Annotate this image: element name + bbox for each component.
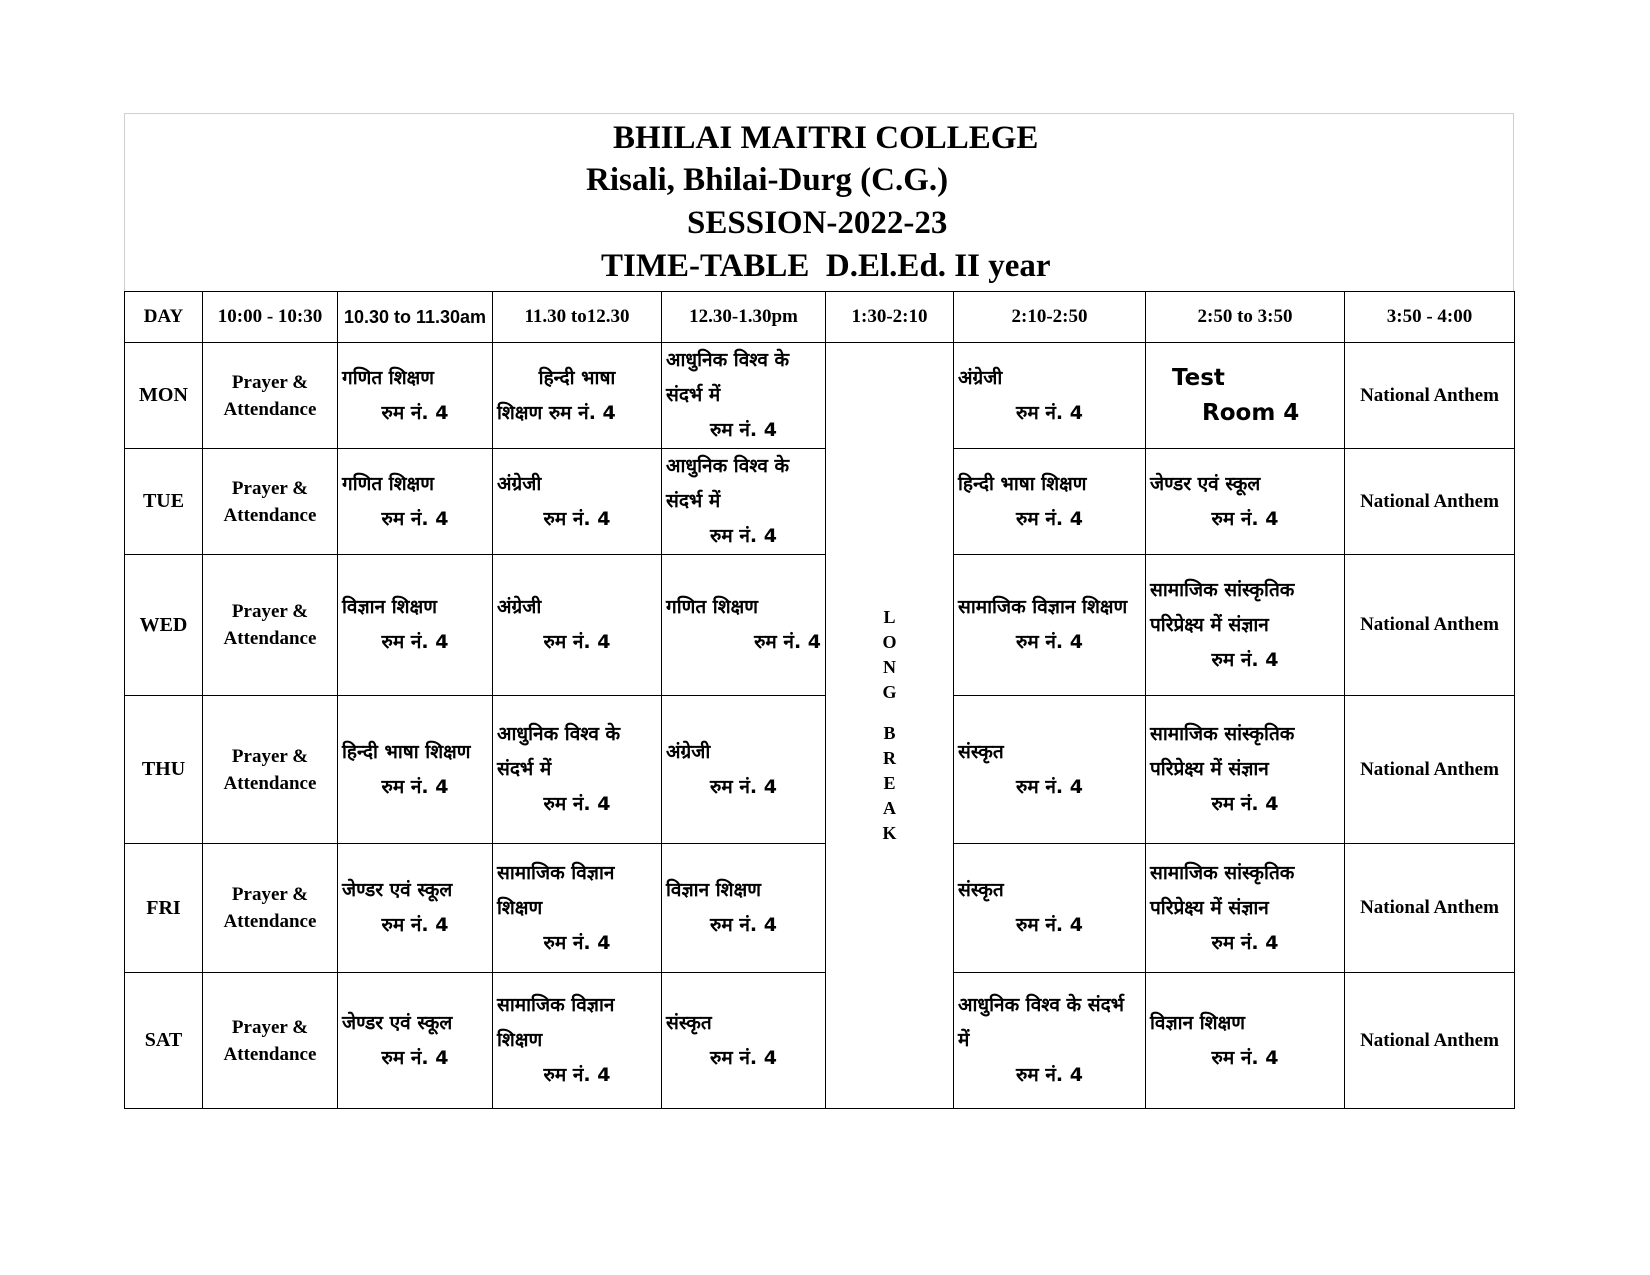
class-cell <box>954 696 1146 844</box>
prayer-cell <box>203 449 338 555</box>
table-row <box>125 343 1515 449</box>
subject-label: संस्कृत <box>958 879 1004 901</box>
col-header-slot-3: 11.30 to12.30 <box>493 292 662 343</box>
college-address: Risali, Bhilai-Durg (C.G.) <box>586 162 949 198</box>
prayer-cell <box>203 844 338 973</box>
class-cell <box>1146 449 1345 555</box>
room-label: रुम नं. 4 <box>1016 1064 1083 1086</box>
room-label: रुम नं. 4 <box>710 419 777 441</box>
class-cell <box>662 844 826 973</box>
subject-label: अंग्रेजी <box>958 366 1003 389</box>
class-cell <box>338 343 493 449</box>
attendance-label: Attendance <box>223 628 317 649</box>
class-cell <box>338 844 493 973</box>
room-label: रुम नं. 4 <box>543 1064 611 1086</box>
timetable-sheet <box>124 113 1514 1109</box>
room-label: रुम नं. 4 <box>1211 507 1279 530</box>
room-label: रुम नं. 4 <box>543 931 611 954</box>
room-label: रुम नं. 4 <box>1211 793 1279 815</box>
timetable-grid <box>124 291 1515 1109</box>
long-break-letter: N <box>883 657 896 677</box>
attendance-label: Attendance <box>223 504 317 526</box>
col-header-slot-8: 3:50 - 4:00 <box>1345 292 1515 343</box>
subject-label: हिन्दी भाषा शिक्षण <box>342 740 471 763</box>
room-label: रुम नं. 4 <box>710 525 777 547</box>
class-cell <box>493 844 662 973</box>
subject-label: संस्कृत <box>666 1011 712 1034</box>
class-cell <box>1146 696 1345 844</box>
room-label: रुम नं. 4 <box>1016 507 1083 530</box>
subject-label: आधुनिक विश्व के संदर्भ में <box>497 723 621 780</box>
prayer-label: Prayer & <box>231 601 309 622</box>
subject-label: हिन्दी भाषा <box>538 366 616 389</box>
class-cell <box>493 973 662 1109</box>
class-cell <box>338 555 493 696</box>
subject-label: हिन्दी भाषा शिक्षण <box>958 472 1087 495</box>
room-label: रुम नं. 4 <box>710 914 777 936</box>
room-label: रुम नं. 4 <box>381 401 449 424</box>
long-break-letter: A <box>883 798 896 818</box>
subject-label: अंग्रेजी <box>666 740 711 763</box>
class-cell <box>662 449 826 555</box>
subject-label: सामाजिक विज्ञान शिक्षण <box>497 861 615 919</box>
subject-label: सामाजिक विज्ञान शिक्षण <box>497 994 615 1051</box>
anthem-cell: National Anthem <box>1345 844 1515 973</box>
day-label: FRI <box>125 844 203 973</box>
room-label: रुम नं. 4 <box>381 1046 449 1069</box>
class-cell <box>493 449 662 555</box>
room-label: रुम नं. 4 <box>1016 631 1083 653</box>
subject-label: विज्ञान शिक्षण <box>666 879 761 901</box>
attendance-label: Attendance <box>223 772 317 794</box>
class-cell <box>954 844 1146 973</box>
col-header-slot-5: 1:30-2:10 <box>826 292 954 343</box>
class-cell <box>493 555 662 696</box>
col-header-slot-6: 2:10-2:50 <box>954 292 1146 343</box>
room-label: शिक्षण रुम नं. 4 <box>497 401 616 424</box>
prayer-cell <box>203 973 338 1109</box>
prayer-label: Prayer & <box>231 477 309 499</box>
class-cell <box>662 696 826 844</box>
long-break-letter: L <box>883 607 896 627</box>
prayer-cell <box>203 555 338 696</box>
anthem-cell: National Anthem <box>1345 343 1515 449</box>
attendance-label: Attendance <box>223 1043 317 1065</box>
subject-label: आधुनिक विश्व के संदर्भ में <box>958 994 1125 1051</box>
header-row <box>125 292 1515 343</box>
class-cell <box>662 555 826 696</box>
anthem-cell: National Anthem <box>1345 449 1515 555</box>
class-cell <box>338 696 493 844</box>
room-label: रुम नं. 4 <box>1211 931 1279 954</box>
class-cell <box>662 343 826 449</box>
table-row <box>125 555 1515 696</box>
room-label: रुम नं. 4 <box>754 631 821 653</box>
class-cell <box>1146 844 1345 973</box>
prayer-label: Prayer & <box>231 1016 309 1038</box>
anthem-cell: National Anthem <box>1345 696 1515 844</box>
room-label: रुम नं. 4 <box>1211 648 1279 671</box>
day-label: WED <box>125 555 203 696</box>
subject-label: गणित शिक्षण <box>666 596 759 618</box>
anthem-cell: National Anthem <box>1345 973 1515 1109</box>
class-cell <box>954 449 1146 555</box>
room-label: रुम नं. 4 <box>543 631 611 653</box>
table-row <box>125 973 1515 1109</box>
subject-label: सामाजिक विज्ञान शिक्षण <box>958 596 1128 618</box>
day-label: SAT <box>125 973 203 1109</box>
room-label: रुम नं. 4 <box>1016 401 1083 424</box>
long-break-letter: O <box>882 632 897 652</box>
prayer-cell <box>203 343 338 449</box>
subject-label: अंग्रेजी <box>497 596 542 618</box>
prayer-label: Prayer & <box>231 745 309 767</box>
prayer-label: Prayer & <box>231 371 309 393</box>
subject-label: जेण्डर एवं स्कूल <box>342 1011 453 1034</box>
class-cell <box>954 973 1146 1109</box>
table-row <box>125 449 1515 555</box>
subject-label: सामाजिक सांस्कृतिक परिप्रेक्ष्य में संज्ञान <box>1150 723 1295 780</box>
col-header-slot-7: 2:50 to 3:50 <box>1146 292 1345 343</box>
long-break-letter: G <box>882 682 897 702</box>
subject-label: जेण्डर एवं स्कूल <box>1150 472 1261 495</box>
room-label: Room 4 <box>1202 399 1300 426</box>
col-header-day: DAY <box>125 292 203 343</box>
room-label: रुम नं. 4 <box>381 775 449 798</box>
class-cell <box>954 343 1146 449</box>
day-label: THU <box>125 696 203 844</box>
room-label: रुम नं. 4 <box>1211 1046 1279 1069</box>
subject-label: गणित शिक्षण <box>342 366 435 389</box>
anthem-cell: National Anthem <box>1345 555 1515 696</box>
session-title: SESSION-2022-23 <box>687 205 948 241</box>
class-cell <box>338 973 493 1109</box>
room-label: रुम नं. 4 <box>381 507 449 530</box>
attendance-label: Attendance <box>223 911 317 932</box>
day-label: MON <box>125 343 203 449</box>
subject-label: आधुनिक विश्व के संदर्भ में <box>666 349 790 406</box>
class-cell <box>662 973 826 1109</box>
long-break-letter: B <box>883 723 896 743</box>
subject-label: जेण्डर एवं स्कूल <box>342 879 453 901</box>
class-cell <box>493 696 662 844</box>
room-label: रुम नं. 4 <box>381 631 449 653</box>
prayer-label: Prayer & <box>231 884 309 905</box>
col-header-slot-4: 12.30-1.30pm <box>662 292 826 343</box>
class-cell <box>1146 343 1345 449</box>
col-header-slot-1: 10:00 - 10:30 <box>203 292 338 343</box>
day-label: TUE <box>125 449 203 555</box>
room-label: रुम नं. 4 <box>710 1046 777 1069</box>
long-break-cell <box>826 343 954 1109</box>
table-row <box>125 696 1515 844</box>
attendance-label: Attendance <box>223 398 317 420</box>
prayer-cell <box>203 696 338 844</box>
room-label: रुम नं. 4 <box>381 914 449 936</box>
col-header-slot-2: 10.30 to 11.30am <box>338 292 493 343</box>
subject-label: Test <box>1172 364 1225 391</box>
room-label: रुम नं. 4 <box>543 507 611 530</box>
room-label: रुम नं. 4 <box>710 775 777 798</box>
subject-label: सामाजिक सांस्कृतिक परिप्रेक्ष्य में संज्ञान <box>1150 578 1295 636</box>
subject-label: सामाजिक सांस्कृतिक परिप्रेक्ष्य में संज्ञान <box>1150 861 1295 919</box>
room-label: रुम नं. 4 <box>543 793 611 815</box>
class-cell <box>338 449 493 555</box>
class-cell <box>1146 973 1345 1109</box>
long-break-letter: E <box>883 773 896 793</box>
subject-label: आधुनिक विश्व के संदर्भ में <box>666 455 790 512</box>
subject-label: विज्ञान शिक्षण <box>1150 1011 1245 1034</box>
long-break-letter: R <box>883 748 896 768</box>
document-header <box>124 113 1514 291</box>
subject-label: गणित शिक्षण <box>342 472 435 495</box>
room-label: रुम नं. 4 <box>1016 914 1083 936</box>
subject-label: संस्कृत <box>958 740 1004 763</box>
college-name: BHILAI MAITRI COLLEGE <box>613 120 1039 156</box>
subject-label: अंग्रेजी <box>497 472 542 495</box>
class-cell <box>493 343 662 449</box>
timetable-title: TIME-TABLE D.El.Ed. II year <box>601 248 1051 284</box>
room-label: रुम नं. 4 <box>1016 775 1083 798</box>
subject-label: विज्ञान शिक्षण <box>342 596 437 618</box>
long-break-gap <box>830 705 949 721</box>
class-cell <box>954 555 1146 696</box>
class-cell <box>1146 555 1345 696</box>
table-row <box>125 844 1515 973</box>
long-break-letter: K <box>882 823 897 843</box>
